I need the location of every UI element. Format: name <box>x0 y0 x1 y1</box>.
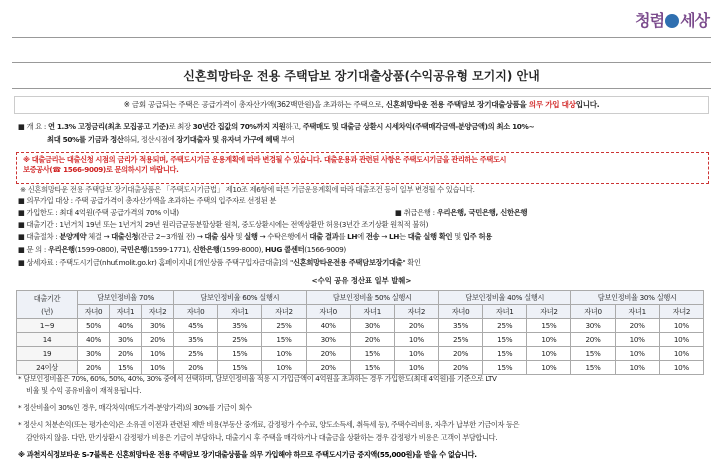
ratio-cell: 10% <box>527 333 571 347</box>
ratio-cell: 20% <box>142 333 174 347</box>
ratio-cell: 25% <box>174 347 218 361</box>
ratio-cell: 15% <box>483 333 527 347</box>
ratio-cell: 40% <box>110 319 142 333</box>
ratio-cell: 25% <box>218 333 262 347</box>
column-subheader: 자녀1 <box>110 305 142 319</box>
ratio-cell: 15% <box>110 361 142 375</box>
column-subheader: 자녀2 <box>262 305 306 319</box>
ratio-cell: 15% <box>218 361 262 375</box>
divider <box>12 37 711 38</box>
warning-box: ※ 대출금리는 대출신청 시점의 금리가 적용되며, 주택도시기금 운용계획에 따라 변경될 수 있습니다. 대출운용과 관련된 사항은 주택도시기금을 관리하는 주택도시 보증공사(☎ 1566-9009)로 문의하시기 바랍니다. <box>16 152 709 184</box>
column-subheader: 자녀1 <box>483 305 527 319</box>
ratio-cell: 20% <box>174 361 218 375</box>
column-subheader: 자녀0 <box>174 305 218 319</box>
ratio-cell: 15% <box>350 347 394 361</box>
ratio-cell: 15% <box>218 347 262 361</box>
table-row <box>17 347 704 361</box>
column-subheader: 자녀2 <box>394 305 438 319</box>
ratio-cell: 10% <box>615 333 659 347</box>
ratio-cell: 30% <box>142 319 174 333</box>
ratio-cell: 20% <box>571 333 615 347</box>
ratio-cell: 25% <box>483 319 527 333</box>
ratio-cell: 15% <box>350 361 394 375</box>
note-ltv: * 담보인정비율은 70%, 60%, 50%, 40%, 30% 중에서 선택하며, 담보인정비율 적용 시 가입금액이 4억원을 초과하는 경우 가입한도(최대 4억원)를 기준으로 LTV <box>18 374 497 383</box>
ratio-cell: 35% <box>218 319 262 333</box>
detail-target: ■ 의무가입 대상 : 주택 공급가격이 총자산가액을 초과하는 주택의 입주자로 선정된 분 <box>18 196 277 205</box>
ratio-cell: 10% <box>659 319 703 333</box>
column-subheader: 자녀0 <box>306 305 350 319</box>
detail-inquiry: ■ 문 의 : 우리은행(1599-0800), 국민은행(1599-1771), 신한은행(1599-8000), HUG 콜센터(1566-9009) <box>18 245 346 254</box>
detail-procedure: ■ 대출절차 : 분양계약 체결 → 대출신청(잔금 2~3개월 전) → 대출 심사 및 실행 → 수탁은행에서 대출 결과를 LH에 전송 → LH는 대출 실행 확인 및 입주 허용 <box>18 232 492 241</box>
note-ratio: * 정산비율이 30%인 경우, 매각차익(매도가격-분양가격)의 30%를 기금이 회수 <box>18 403 252 412</box>
ratio-cell: 10% <box>659 347 703 361</box>
ratio-cell: 40% <box>78 333 110 347</box>
settlement-table <box>16 290 704 375</box>
note-settlement-2: 감안하지 않음. 다만, 만기상환시 감정평가 비용은 기금이 부담하나, 대출기시 후 주택을 매각하거나 대출금을 상환하는 경우 감정평가 비용은 고객이 부담합니다. <box>26 433 498 442</box>
detail-banks: ■ 취급은행 : 우리은행, 국민은행, 신한은행 <box>395 208 528 217</box>
ratio-cell: 20% <box>306 361 350 375</box>
column-subheader: 자녀0 <box>78 305 110 319</box>
ratio-cell: 10% <box>394 361 438 375</box>
ratio-cell: 10% <box>615 347 659 361</box>
ratio-cell: 20% <box>615 319 659 333</box>
note-gwacheon: ※ 과천지식정보타운 S-7블록은 신혼희망타운 전용 주택담보 장기대출상품을 의무 가입해야 하므로 주택도시기금 증지액(55,000원)을 받을 수 없습니다. <box>18 450 477 459</box>
column-header-group: 담보인정비율 60% 실행시 <box>174 291 306 305</box>
ratio-cell: 20% <box>394 319 438 333</box>
ratio-cell: 25% <box>262 319 306 333</box>
note-settlement: * 정산시 처분손익(또는 평가손익)은 소유권 이전과 관련된 제반 비용(부동산 중개료, 감정평가 수수료, 양도소득세, 취득세 등), 주택수리비용, 자추가 납부한 기금이자 등은 <box>18 420 520 429</box>
detail-limit: ■ 가입한도 : 최대 4억원(주택 공급가격의 70% 이내) <box>18 208 179 217</box>
ratio-cell: 30% <box>306 333 350 347</box>
table-title: <수익 공유 정산표 일부 발췌> <box>311 276 412 285</box>
ratio-cell: 10% <box>142 347 174 361</box>
ratio-cell: 15% <box>571 347 615 361</box>
ratio-cell: 15% <box>571 361 615 375</box>
column-subheader: 자녀0 <box>571 305 615 319</box>
column-header-group: 담보인정비율 30% 실행시 <box>571 291 704 305</box>
period-cell: 24이상 <box>17 361 78 375</box>
column-header-period: 대출기간 (년) <box>17 291 78 319</box>
ratio-cell: 10% <box>394 333 438 347</box>
column-subheader: 자녀2 <box>659 305 703 319</box>
ratio-cell: 10% <box>527 347 571 361</box>
column-subheader: 자녀2 <box>527 305 571 319</box>
brand-logo: 청렴 세상 <box>635 11 709 30</box>
ratio-cell: 15% <box>527 319 571 333</box>
column-subheader: 자녀1 <box>350 305 394 319</box>
divider <box>12 88 711 89</box>
ratio-cell: 20% <box>350 333 394 347</box>
ratio-cell: 30% <box>78 347 110 361</box>
page-title: 신혼희망타운 전용 주택담보 장기대출상품(수익공유형 모기지) 안내 <box>183 69 540 83</box>
column-header-group: 담보인정비율 50% 실행시 <box>306 291 438 305</box>
table-subheader-row <box>17 305 704 319</box>
ratio-cell: 25% <box>439 333 483 347</box>
ratio-cell: 30% <box>350 319 394 333</box>
table-body <box>17 319 704 375</box>
ratio-cell: 10% <box>615 361 659 375</box>
table-header-row <box>17 291 704 305</box>
detail-period: ■ 대출기간 : 1년거치 19년 또는 1년거치 29년 원리금균등분할상환 원칙, 중도상환시에는 전액상환만 허용(3년간 조기상환 원칙적 불허) <box>18 220 429 229</box>
note-ltv-2: 비율 및 수익 공유비율이 재적용됩니다. <box>26 386 142 395</box>
table-row <box>17 333 704 347</box>
column-subheader: 자녀0 <box>439 305 483 319</box>
ratio-cell: 30% <box>571 319 615 333</box>
column-subheader: 자녀1 <box>218 305 262 319</box>
ratio-cell: 10% <box>659 361 703 375</box>
ratio-cell: 30% <box>110 333 142 347</box>
column-subheader: 자녀2 <box>142 305 174 319</box>
overview-line-2: 최대 50%를 기금과 정산하되, 정산시점에 장기대출자 및 유자녀 가구에 혜택 부여 <box>47 135 295 144</box>
ratio-cell: 10% <box>659 333 703 347</box>
column-header-group: 담보인정비율 40% 실행시 <box>439 291 571 305</box>
ratio-cell: 40% <box>306 319 350 333</box>
ratio-cell: 45% <box>174 319 218 333</box>
table-row <box>17 361 704 375</box>
ratio-cell: 35% <box>174 333 218 347</box>
column-subheader: 자녀1 <box>615 305 659 319</box>
ratio-cell: 10% <box>262 361 306 375</box>
ratio-cell: 35% <box>439 319 483 333</box>
globe-icon <box>665 14 679 28</box>
period-cell: 19 <box>17 347 78 361</box>
warning-note: ※ 신혼희망타운 전용 주택담보 장기대출상품은 「주택도시기금법」 제10조 제6항에 따른 기금운용계획에 따라 대출조건 등이 일부 변경될 수 있습니다. <box>20 185 475 194</box>
ratio-cell: 20% <box>439 347 483 361</box>
ratio-cell: 10% <box>394 347 438 361</box>
table-row <box>17 319 704 333</box>
ratio-cell: 10% <box>527 361 571 375</box>
ratio-cell: 20% <box>110 347 142 361</box>
divider <box>12 62 711 63</box>
period-cell: 14 <box>17 333 78 347</box>
detail-info: ■ 상세자료 : 주택도시기금(nhuf.molit.go.kr) 홈페이지내 [개인상품 주택구입자금대출]의 "신혼희망타운전용 주택담보장기대출" 확인 <box>18 258 421 267</box>
ratio-cell: 15% <box>262 333 306 347</box>
ratio-cell: 50% <box>78 319 110 333</box>
ratio-cell: 10% <box>142 361 174 375</box>
ratio-cell: 20% <box>439 361 483 375</box>
period-cell: 1~9 <box>17 319 78 333</box>
column-header-group: 담보인정비율 70% <box>78 291 174 305</box>
ratio-cell: 20% <box>78 361 110 375</box>
ratio-cell: 15% <box>483 361 527 375</box>
overview-line: ■ 개 요 : 연 1.3% 고정금리(최초 모집공고 기준)로 최장 30년간 집값의 70%까지 지원하고, 주택매도 및 대출금 상환시 시세차익(주택매각금액-분양금액)의 최소 10%~ <box>18 122 535 131</box>
ratio-cell: 20% <box>306 347 350 361</box>
ratio-cell: 15% <box>483 347 527 361</box>
notice-box: ※ 금회 공급되는 주택은 공급가격이 총자산가액(362백만원)을 초과하는 주택으로, 신혼희망타운 전용 주택담보 장기대출상품을 의무 가입 대상입니다. <box>14 96 709 114</box>
ratio-cell: 10% <box>262 347 306 361</box>
